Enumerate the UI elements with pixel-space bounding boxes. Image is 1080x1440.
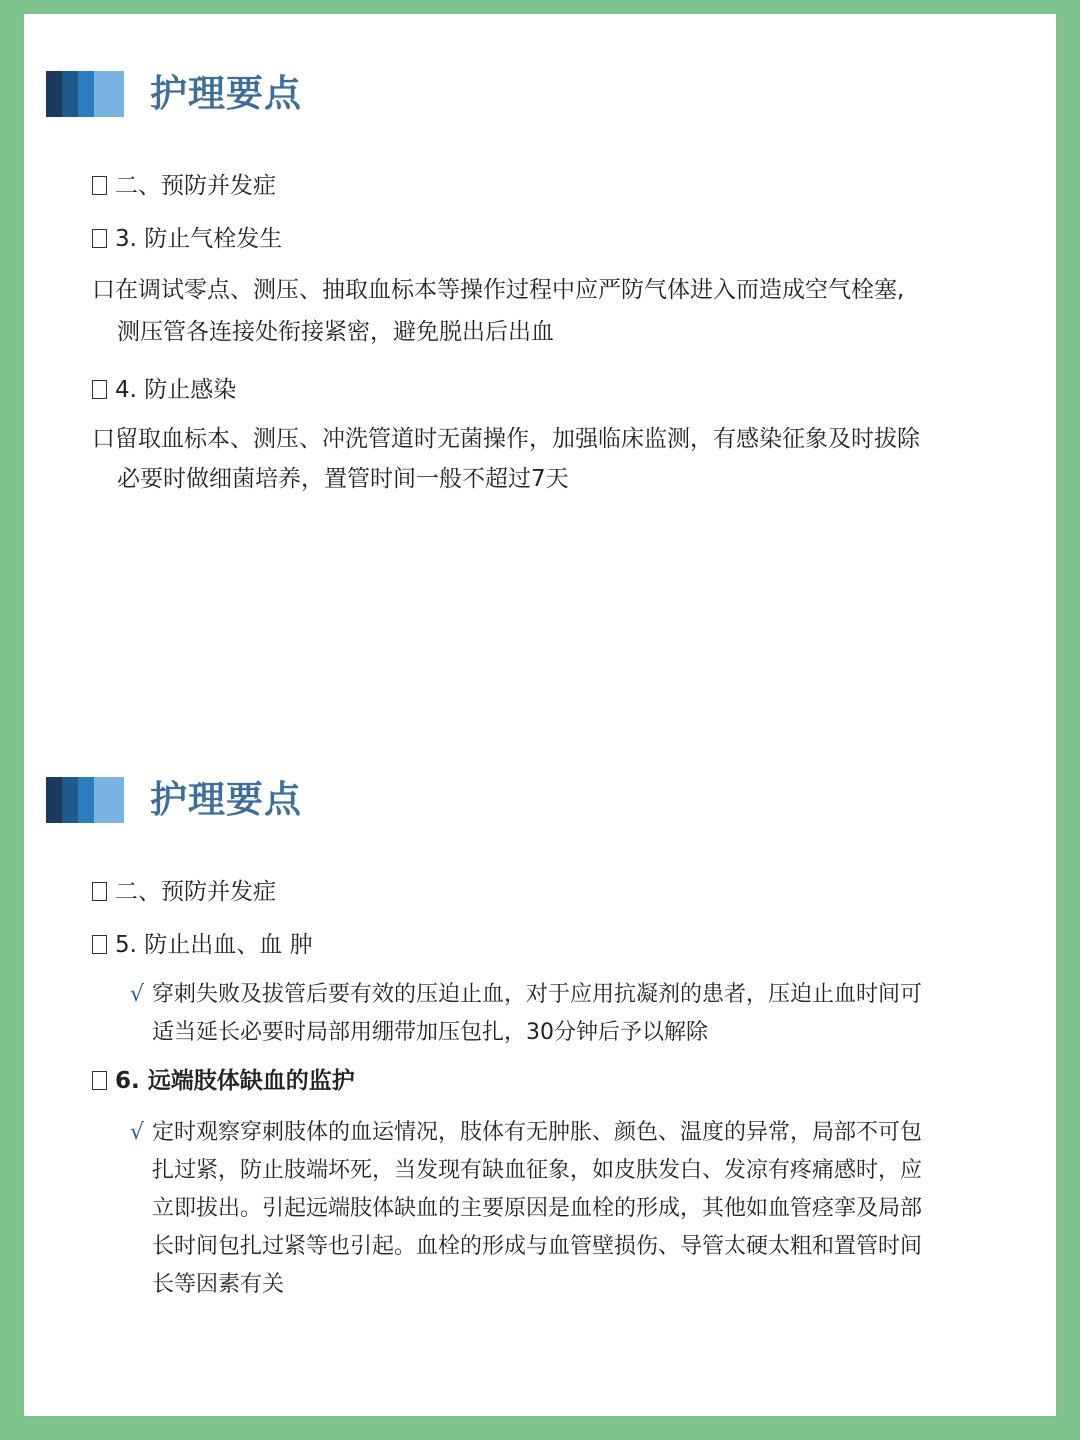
section-header bbox=[46, 71, 446, 117]
item-title-line bbox=[92, 224, 282, 254]
check-mark-icon: √ bbox=[130, 1120, 145, 1145]
section-header bbox=[46, 777, 446, 823]
square-bullet: 口 bbox=[92, 426, 115, 452]
item-text: 留取血标本、测压、冲洗管道时无菌操作，加强临床监测，有感染征象及时拔除 bbox=[115, 426, 920, 452]
item-title-line bbox=[92, 1066, 355, 1096]
item-title: 4. 防止感染 bbox=[115, 377, 237, 403]
item-text: 必要时做细菌培养，置管时间一般不超过7天 bbox=[117, 466, 569, 492]
item-paragraph: 穿刺失败及拔管后要有效的压迫止血，对于应用抗凝剂的患者，压迫止血时间可适当延长必要时局部用绷带加压包扎，30分钟后予以解除 bbox=[152, 982, 923, 1045]
heading-line bbox=[92, 171, 276, 201]
item-paragraph: 定时观察穿刺肢体的血运情况，肢体有无肿胀、颜色、温度的异常，局部不可包扎过紧，防止肢端坏死，当发现有缺血征象，如皮肤发白、发凉有疼痛感时，应立即拔出。引起远端肢体缺血的主要原因是血栓的形成，其他如血管痉挛及局部长时间包扎过紧等也引起。血栓的形成与血管壁损伤、导管太硬太粗和置管时间长等因素有关 bbox=[152, 1120, 923, 1297]
checkbox-icon bbox=[92, 176, 107, 195]
document-page bbox=[24, 14, 1056, 1416]
checkbox-icon bbox=[92, 229, 107, 248]
color-block bbox=[46, 71, 62, 117]
item-title: 5. 防止出血、血 肿 bbox=[115, 932, 313, 958]
color-block bbox=[78, 777, 94, 823]
color-block bbox=[46, 777, 62, 823]
header-color-blocks bbox=[46, 71, 124, 117]
header-color-blocks bbox=[46, 777, 124, 823]
heading-text: 二、预防并发症 bbox=[115, 173, 276, 199]
check-mark-icon: √ bbox=[130, 982, 145, 1007]
color-block bbox=[78, 71, 94, 117]
item-text: 测压管各连接处衔接紧密，避免脱出后出血 bbox=[117, 319, 554, 345]
item-title-line bbox=[92, 930, 313, 960]
color-block bbox=[62, 777, 78, 823]
checkbox-icon bbox=[92, 1071, 107, 1090]
heading-line bbox=[92, 877, 276, 907]
color-block bbox=[94, 71, 124, 117]
square-bullet: 口 bbox=[92, 277, 115, 303]
item-text-line bbox=[117, 317, 554, 347]
item-title-line bbox=[92, 375, 236, 405]
item-title: 3. 防止气栓发生 bbox=[115, 226, 283, 252]
item-text-line bbox=[92, 275, 904, 305]
item-title: 6. 远端肢体缺血的监护 bbox=[115, 1068, 355, 1094]
item-text-line bbox=[92, 424, 920, 454]
color-block bbox=[94, 777, 124, 823]
heading-text: 二、预防并发症 bbox=[115, 879, 276, 905]
checkbox-icon bbox=[92, 935, 107, 954]
section-title: 护理要点 bbox=[150, 72, 302, 115]
checkbox-icon bbox=[92, 882, 107, 901]
section-title: 护理要点 bbox=[150, 778, 302, 821]
item-text: 在调试零点、测压、抽取血标本等操作过程中应严防气体进入而造成空气栓塞, bbox=[115, 277, 905, 303]
checkbox-icon bbox=[92, 380, 107, 399]
color-block bbox=[62, 71, 78, 117]
item-text-line bbox=[117, 464, 569, 494]
